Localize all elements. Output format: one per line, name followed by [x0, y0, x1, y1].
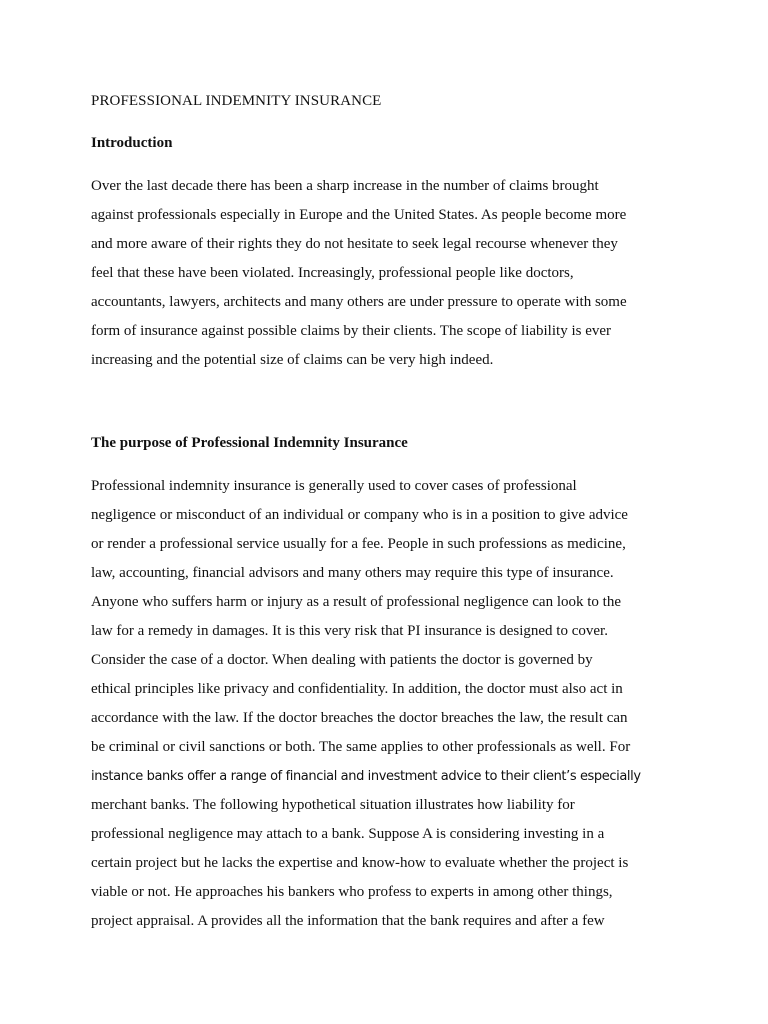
paragraph-line: accordance with the law. If the doctor breaches the doctor breaches the law, the result can [91, 710, 628, 726]
paragraph-line: and more aware of their rights they do not hesitate to seek legal recourse whenever they [91, 236, 618, 252]
paragraph-line: feel that these have been violated. Increasingly, professional people like doctors, [91, 265, 574, 281]
paragraph-line: or render a professional service usually for a fee. People in such professions as medicine, [91, 536, 626, 552]
paragraph-purpose [91, 472, 691, 936]
paragraph-line: negligence or misconduct of an individual or company who is in a position to give advice [91, 507, 628, 523]
paragraph-line: increasing and the potential size of claims can be very high indeed. [91, 352, 494, 368]
paragraph-line: Over the last decade there has been a sharp increase in the number of claims brought [91, 178, 599, 194]
section-heading-purpose: The purpose of Professional Indemnity Insurance [91, 435, 408, 451]
paragraph-line: form of insurance against possible claims by their clients. The scope of liability is ever [91, 323, 612, 339]
document-title: PROFESSIONAL INDEMNITY INSURANCE [91, 93, 382, 109]
paragraph-line: instance banks offer a range of financial and investment advice to their client’s especially [91, 769, 641, 784]
paragraph-line: law for a remedy in damages. It is this very risk that PI insurance is designed to cover. [91, 623, 608, 639]
paragraph-line: Anyone who suffers harm or injury as a result of professional negligence can look to the [91, 594, 621, 610]
paragraph-line: accountants, lawyers, architects and many others are under pressure to operate with some [91, 294, 627, 310]
paragraph-line: against professionals especially in Europe and the United States. As people become more [91, 207, 627, 223]
paragraph-line: viable or not. He approaches his bankers who profess to experts in among other things, [91, 884, 613, 900]
paragraph-line: professional negligence may attach to a bank. Suppose A is considering investing in a [91, 826, 605, 842]
paragraph-line: be criminal or civil sanctions or both. The same applies to other professionals as well. For [91, 739, 631, 755]
paragraph-line: project appraisal. A provides all the information that the bank requires and after a few [91, 913, 605, 929]
paragraph-line: law, accounting, financial advisors and many others may require this type of insurance. [91, 565, 614, 581]
paragraph-line: merchant banks. The following hypothetical situation illustrates how liability for [91, 797, 575, 813]
paragraph-line: ethical principles like privacy and confidentiality. In addition, the doctor must also act in [91, 681, 623, 697]
paragraph-line: Professional indemnity insurance is generally used to cover cases of professional [91, 478, 577, 494]
section-heading-introduction: Introduction [91, 135, 173, 151]
paragraph-line: certain project but he lacks the expertise and know-how to evaluate whether the project is [91, 855, 629, 871]
paragraph-introduction [91, 172, 691, 375]
paragraph-line: Consider the case of a doctor. When dealing with patients the doctor is governed by [91, 652, 593, 668]
